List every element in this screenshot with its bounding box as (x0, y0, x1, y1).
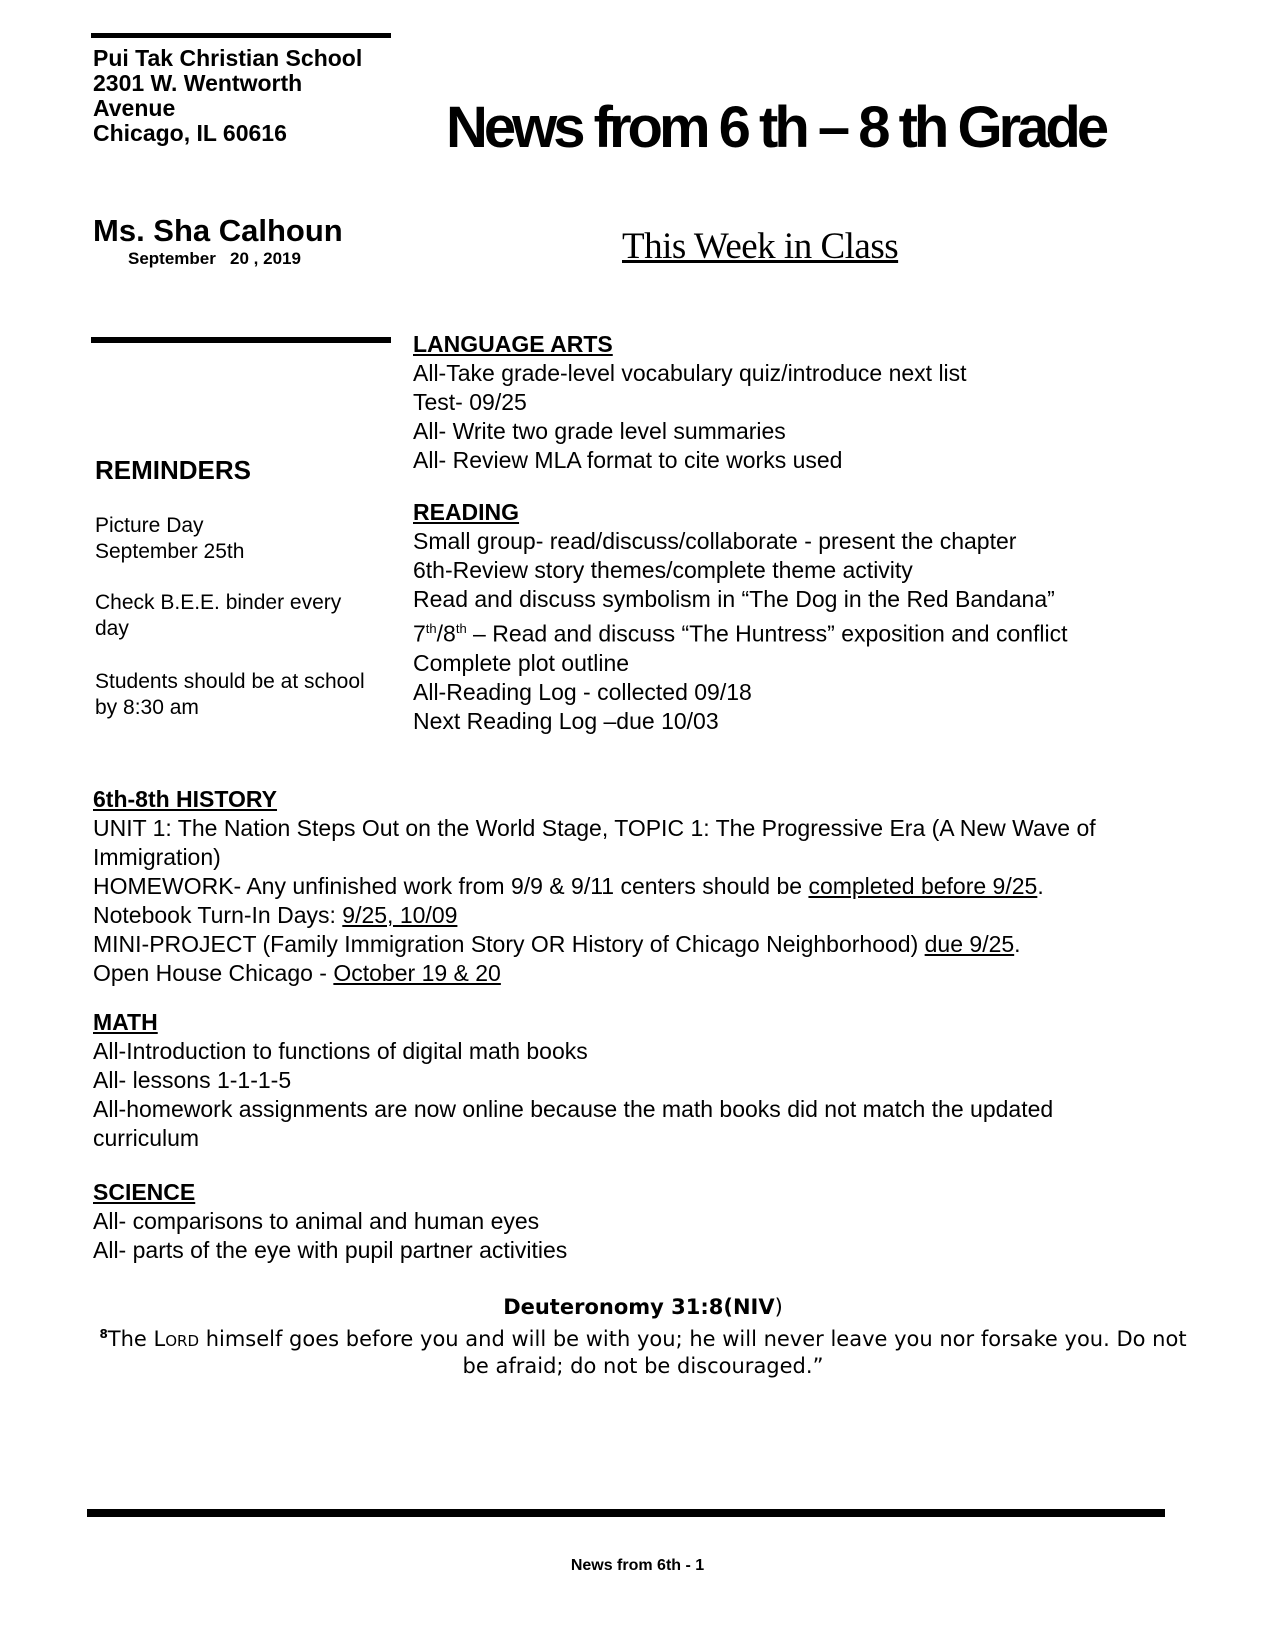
reading-section (413, 498, 1173, 736)
language-arts-section (413, 330, 1173, 475)
school-address-line2: Avenue (93, 95, 176, 121)
reminder-line: Students should be at school (95, 670, 365, 693)
verse-text-rest: himself goes before you and will be with you; he will never leave you nor forsake you. Do not be afraid; do not be discouraged.” (199, 1327, 1187, 1378)
footer-rule (87, 1509, 1165, 1517)
verse-lord: Lord (153, 1327, 200, 1351)
reminder-line: Picture Day (95, 514, 204, 537)
reading-heading: READING (413, 499, 520, 525)
reminder-line: September 25th (95, 540, 245, 563)
school-address-line1: 2301 W. Wentworth (93, 70, 303, 96)
superscript: th (425, 621, 437, 636)
math-line: All-Introduction to functions of digital math books (93, 1038, 588, 1064)
math-section (93, 1008, 1193, 1153)
history-unit: UNIT 1: The Nation Steps Out on the World Stage, TOPIC 1: The Progressive Era (A New Wave of Immigration) (93, 815, 1096, 870)
reading-line: Small group- read/discuss/collaborate - present the chapter (413, 528, 1017, 554)
math-heading: MATH (93, 1009, 158, 1035)
reminder-line: day (95, 617, 129, 640)
science-line: All- parts of the eye with pupil partner activities (93, 1237, 568, 1263)
reading-line: Read and discuss symbolism in “The Dog in the Red Bandana” (413, 586, 1055, 612)
language-arts-line: Test- 09/25 (413, 389, 527, 415)
history-open-house (93, 959, 1193, 988)
history-project-text: MINI-PROJECT (Family Immigration Story OR History of Chicago Neighborhood) (93, 931, 925, 957)
reading-line: 6th-Review story themes/complete theme activity (413, 557, 913, 583)
history-notebook (93, 901, 1193, 930)
superscript: th (455, 621, 467, 636)
language-arts-line: All- Review MLA format to cite works used (413, 447, 843, 473)
history-heading: 6th-8th HISTORY (93, 786, 278, 812)
history-homework-text: HOMEWORK- Any unfinished work from 9/9 & 9/11 centers should be (93, 873, 809, 899)
reading-line: Next Reading Log –due 10/03 (413, 707, 719, 734)
top-rule (91, 33, 391, 38)
teacher-name: Ms. Sha Calhoun (93, 213, 343, 248)
school-name: Pui Tak Christian School (93, 45, 363, 71)
science-line: All- comparisons to animal and human eyes (93, 1208, 540, 1234)
verse-text-start: The (107, 1327, 154, 1351)
newsletter-date: September 20 , 2019 (128, 249, 301, 268)
verse-reference-text: Deuteronomy 31:8(NIV (503, 1295, 775, 1319)
punctuation: . (1037, 873, 1044, 899)
page-footer: News from 6th - 1 (570, 1557, 705, 1574)
punctuation: . (1014, 931, 1021, 957)
language-arts-line: All-Take grade-level vocabulary quiz/introduce next list (413, 360, 967, 386)
section-rule (91, 337, 391, 343)
history-project-deadline: due 9/25 (924, 931, 1015, 957)
history-notebook-dates: 9/25, 10/09 (342, 902, 458, 928)
reminder-item (95, 669, 395, 721)
reading-grade-8: /8 (436, 620, 456, 647)
school-city: Chicago, IL 60616 (93, 120, 287, 146)
history-open-house-dates: October 19 & 20 (333, 960, 501, 986)
verse-reference-paren: ) (774, 1295, 783, 1319)
math-line: All-homework assignments are now online because the math books did not match the updated curriculum (93, 1096, 1054, 1151)
bible-verse (93, 1294, 1193, 1380)
verse-reference (93, 1294, 1193, 1321)
language-arts-heading: LANGUAGE ARTS (413, 331, 613, 357)
math-line: All- lessons 1-1-1-5 (93, 1067, 292, 1093)
school-address (93, 46, 393, 146)
history-notebook-text: Notebook Turn-In Days: (93, 902, 343, 928)
reminder-item (95, 590, 395, 642)
reading-huntress-text: – Read and discuss “The Huntress” exposition and conflict (466, 620, 1068, 647)
science-section (93, 1178, 1193, 1265)
history-open-house-text: Open House Chicago - (93, 960, 334, 986)
reminder-item (95, 513, 395, 565)
reminder-line: Check B.E.E. binder every (95, 591, 342, 614)
reading-grade-7: 7 (413, 620, 426, 647)
week-title: This Week in Class (622, 226, 899, 267)
page-title: News from 6 th – 8 th Grade (446, 95, 1106, 160)
reading-line: All-Reading Log - collected 09/18 (413, 678, 752, 705)
reminder-line: by 8:30 am (95, 696, 199, 719)
history-homework-deadline: completed before 9/25 (808, 873, 1038, 899)
verse-number: 8 (99, 1327, 108, 1341)
reading-line: Complete plot outline (413, 649, 630, 676)
reminders-title: REMINDERS (95, 455, 252, 485)
history-project (93, 930, 1193, 959)
language-arts-line: All- Write two grade level summaries (413, 418, 786, 444)
history-section (93, 785, 1193, 988)
verse-text (93, 1321, 1193, 1380)
science-heading: SCIENCE (93, 1179, 196, 1205)
reading-line (413, 614, 1173, 649)
history-homework (93, 872, 1193, 901)
